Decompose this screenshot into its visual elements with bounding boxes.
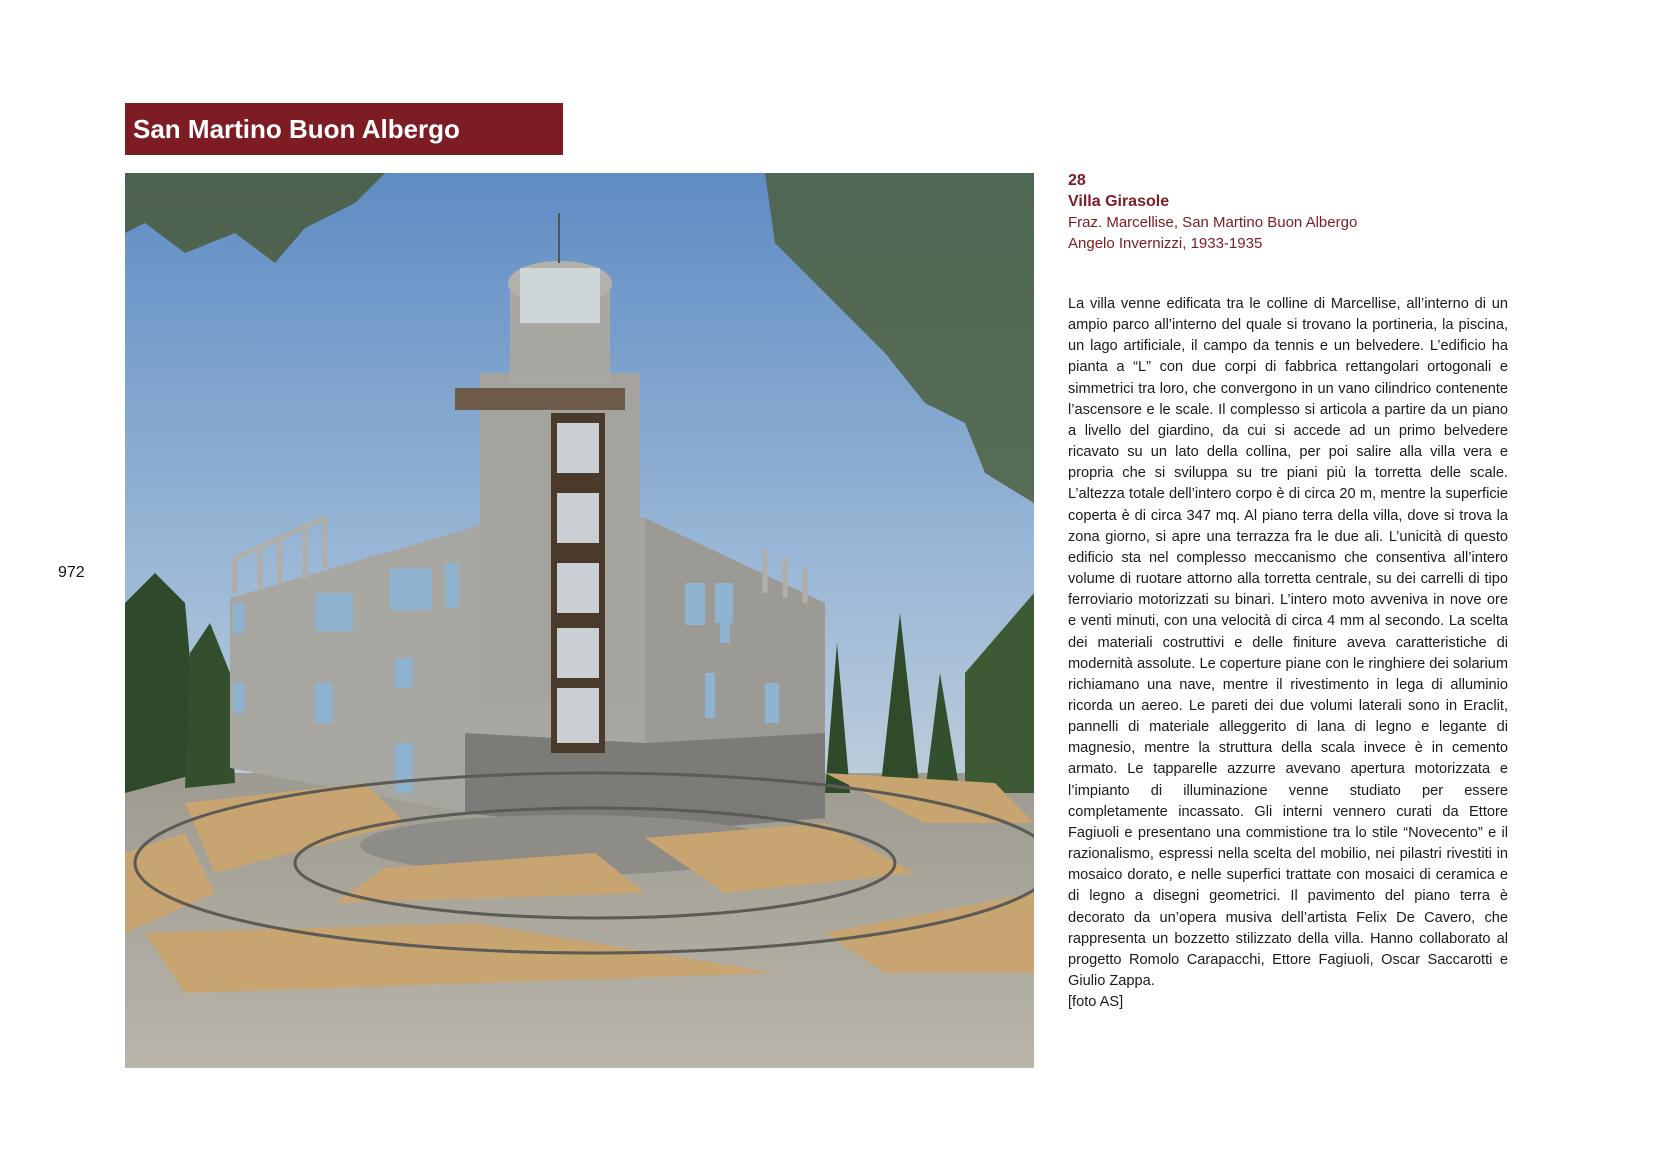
entry-architect: Angelo Invernizzi, 1933-1935: [1068, 235, 1263, 252]
entry-description: La villa venne edificata tra le colline di Marcellise, all’interno di un ampio parco all’interno del quale si trovano la portineria, la piscina, un lago artificiale, il campo da tennis e un belvedere. L’edificio ha pianta a “L” con due corpi di fabbrica rettangolari ortogonali e simmetrici tra loro, che convergono in un vano cilindrico contenente l’ascensore e le scale. Il complesso si articola a partire da un piano a livello del giardino, da cui si accede ad un primo belvedere ricavato su un lato della collina, per poi salire alla villa vera e propria che si sviluppa su tre piani più la torretta delle scale. L’altezza totale dell’intero corpo è di circa 20 m, mentre la superficie coperta è di circa 347 mq. Al piano terra della villa, dove si trova la zona giorno, si apre una terrazza fra le due ali. L’unicità di questo edificio sta nel complesso meccanismo che consentiva all’intero volume di ruotare attorno alla torretta centrale, su dei carrelli di tipo ferroviario motorizzati su binari. L’intero moto avveniva in nove ore e venti minuti, con una velocità di circa 4 mm al secondo. La scelta dei materiali costruttivi e delle finiture aveva caratteristiche di modernità assolute. Le coperture piane con le ringhiere dei solarium richiamano una nave, mentre il rivestimento in lega di alluminio ricorda un aereo. Le pareti dei due volumi laterali sono in Eraclit, pannelli di materiale alleggerito di lana di legno e legante di magnesio, mentre la struttura della scala invece è in cemento armato. Le tapparelle azzurre avevano apertura motorizzata e l’impianto di illuminazione venne studiato per essere completamente incassato. Gli interni vennero curati da Ettore Fagiuoli e presentano una commistione tra lo stile “Novecento” e il razionalismo, espressi nella scelta del mobilio, nei pilastri rivestiti in mosaico dorato, e nelle superfici trattate con mosaici di ceramica e di legno a disegni geometrici. Il pavimento del piano terra è decorato da un’opera musiva dell’artista Felix De Cavero, che rappresenta un bozzetto stilizzato della villa. Hanno collaborato al progetto Romolo Carapacchi, Ettore Fagiuoli, Oscar Saccarotti e Giulio Zappa.: [1068, 296, 1508, 989]
entry-header: [1068, 170, 1508, 254]
villa-photo: [125, 173, 1034, 1068]
entry-title: Villa Girasole: [1068, 193, 1170, 210]
photo-credit: [foto AS]: [1068, 994, 1124, 1011]
entry-number: 28: [1068, 172, 1086, 189]
page-number: 972: [58, 564, 85, 581]
entry-body: [1068, 294, 1508, 1013]
entry-location: Fraz. Marcellise, San Martino Buon Albergo: [1068, 214, 1358, 231]
section-title-banner: San Martino Buon Albergo: [125, 103, 563, 155]
